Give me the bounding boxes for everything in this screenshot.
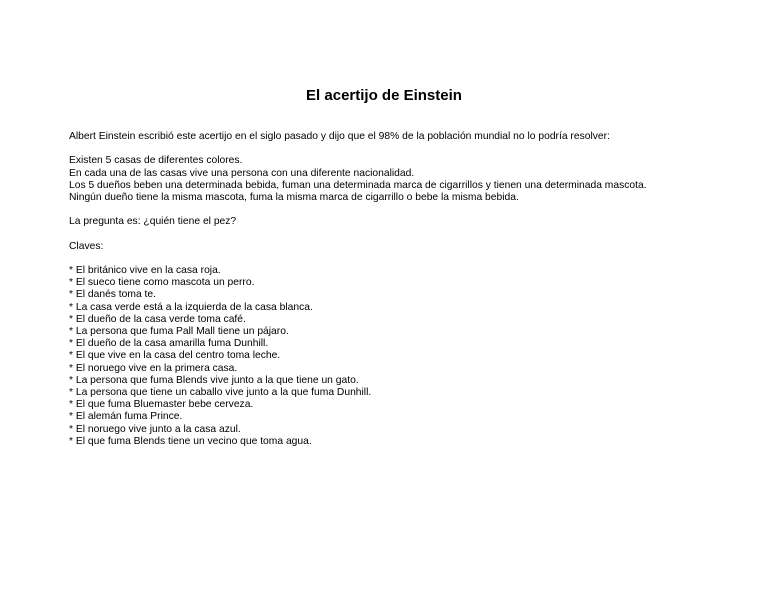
intro-paragraph: Albert Einstein escribió este acertijo en el siglo pasado y dijo que el 98% de la población mundial no lo podría resolver: bbox=[69, 131, 610, 142]
document-body bbox=[69, 131, 759, 448]
clue-item: * El que fuma Bluemaster bebe cerveza. bbox=[69, 399, 254, 411]
clue-item: * La persona que fuma Pall Mall tiene un pájaro. bbox=[69, 326, 289, 337]
premise-line: Ningún dueño tiene la misma mascota, fuma la misma marca de cigarrillo o bebe la misma bebida. bbox=[69, 191, 519, 203]
clue-item: * La persona que tiene un caballo vive junto a la que fuma Dunhill. bbox=[69, 386, 372, 398]
paragraph-gap bbox=[69, 204, 759, 216]
clue-item: * El dueño de la casa amarilla fuma Dunhill. bbox=[69, 338, 269, 350]
clue-item: * El alemán fuma Prince. bbox=[69, 411, 183, 423]
clue-item: * El británico vive en la casa roja. bbox=[69, 265, 221, 277]
paragraph-gap bbox=[69, 253, 759, 265]
clue-item: * La casa verde está a la izquierda de la casa blanca. bbox=[69, 301, 313, 313]
premise-line: En cada una de las casas vive una persona con una diferente nacionalidad. bbox=[69, 167, 415, 179]
clue-item: * El que fuma Blends tiene un vecino que toma agua. bbox=[69, 435, 312, 447]
clue-item: * La persona que fuma Blends vive junto a la que tiene un gato. bbox=[69, 374, 359, 386]
premise-line: Los 5 dueños beben una determinada bebida, fuman una determinada marca de cigarrillos y tienen una determinada mascota. bbox=[69, 179, 647, 191]
clue-item: * El que vive en la casa del centro toma leche. bbox=[69, 350, 281, 362]
clue-item: * El danés toma te. bbox=[69, 289, 157, 301]
clue-item: * El dueño de la casa verde toma café. bbox=[69, 313, 246, 325]
paragraph-gap bbox=[69, 143, 759, 155]
clue-item: * El noruego vive junto a la casa azul. bbox=[69, 423, 241, 435]
document-title: El acertijo de Einstein bbox=[306, 87, 462, 104]
paragraph-gap bbox=[69, 229, 759, 241]
clues-heading: Claves: bbox=[69, 240, 104, 252]
question-line: La pregunta es: ¿quién tiene el pez? bbox=[69, 216, 237, 228]
clue-item: * El sueco tiene como mascota un perro. bbox=[69, 277, 255, 289]
clue-item: * El noruego vive en la primera casa. bbox=[69, 362, 238, 374]
premise-line: Existen 5 casas de diferentes colores. bbox=[69, 155, 243, 167]
